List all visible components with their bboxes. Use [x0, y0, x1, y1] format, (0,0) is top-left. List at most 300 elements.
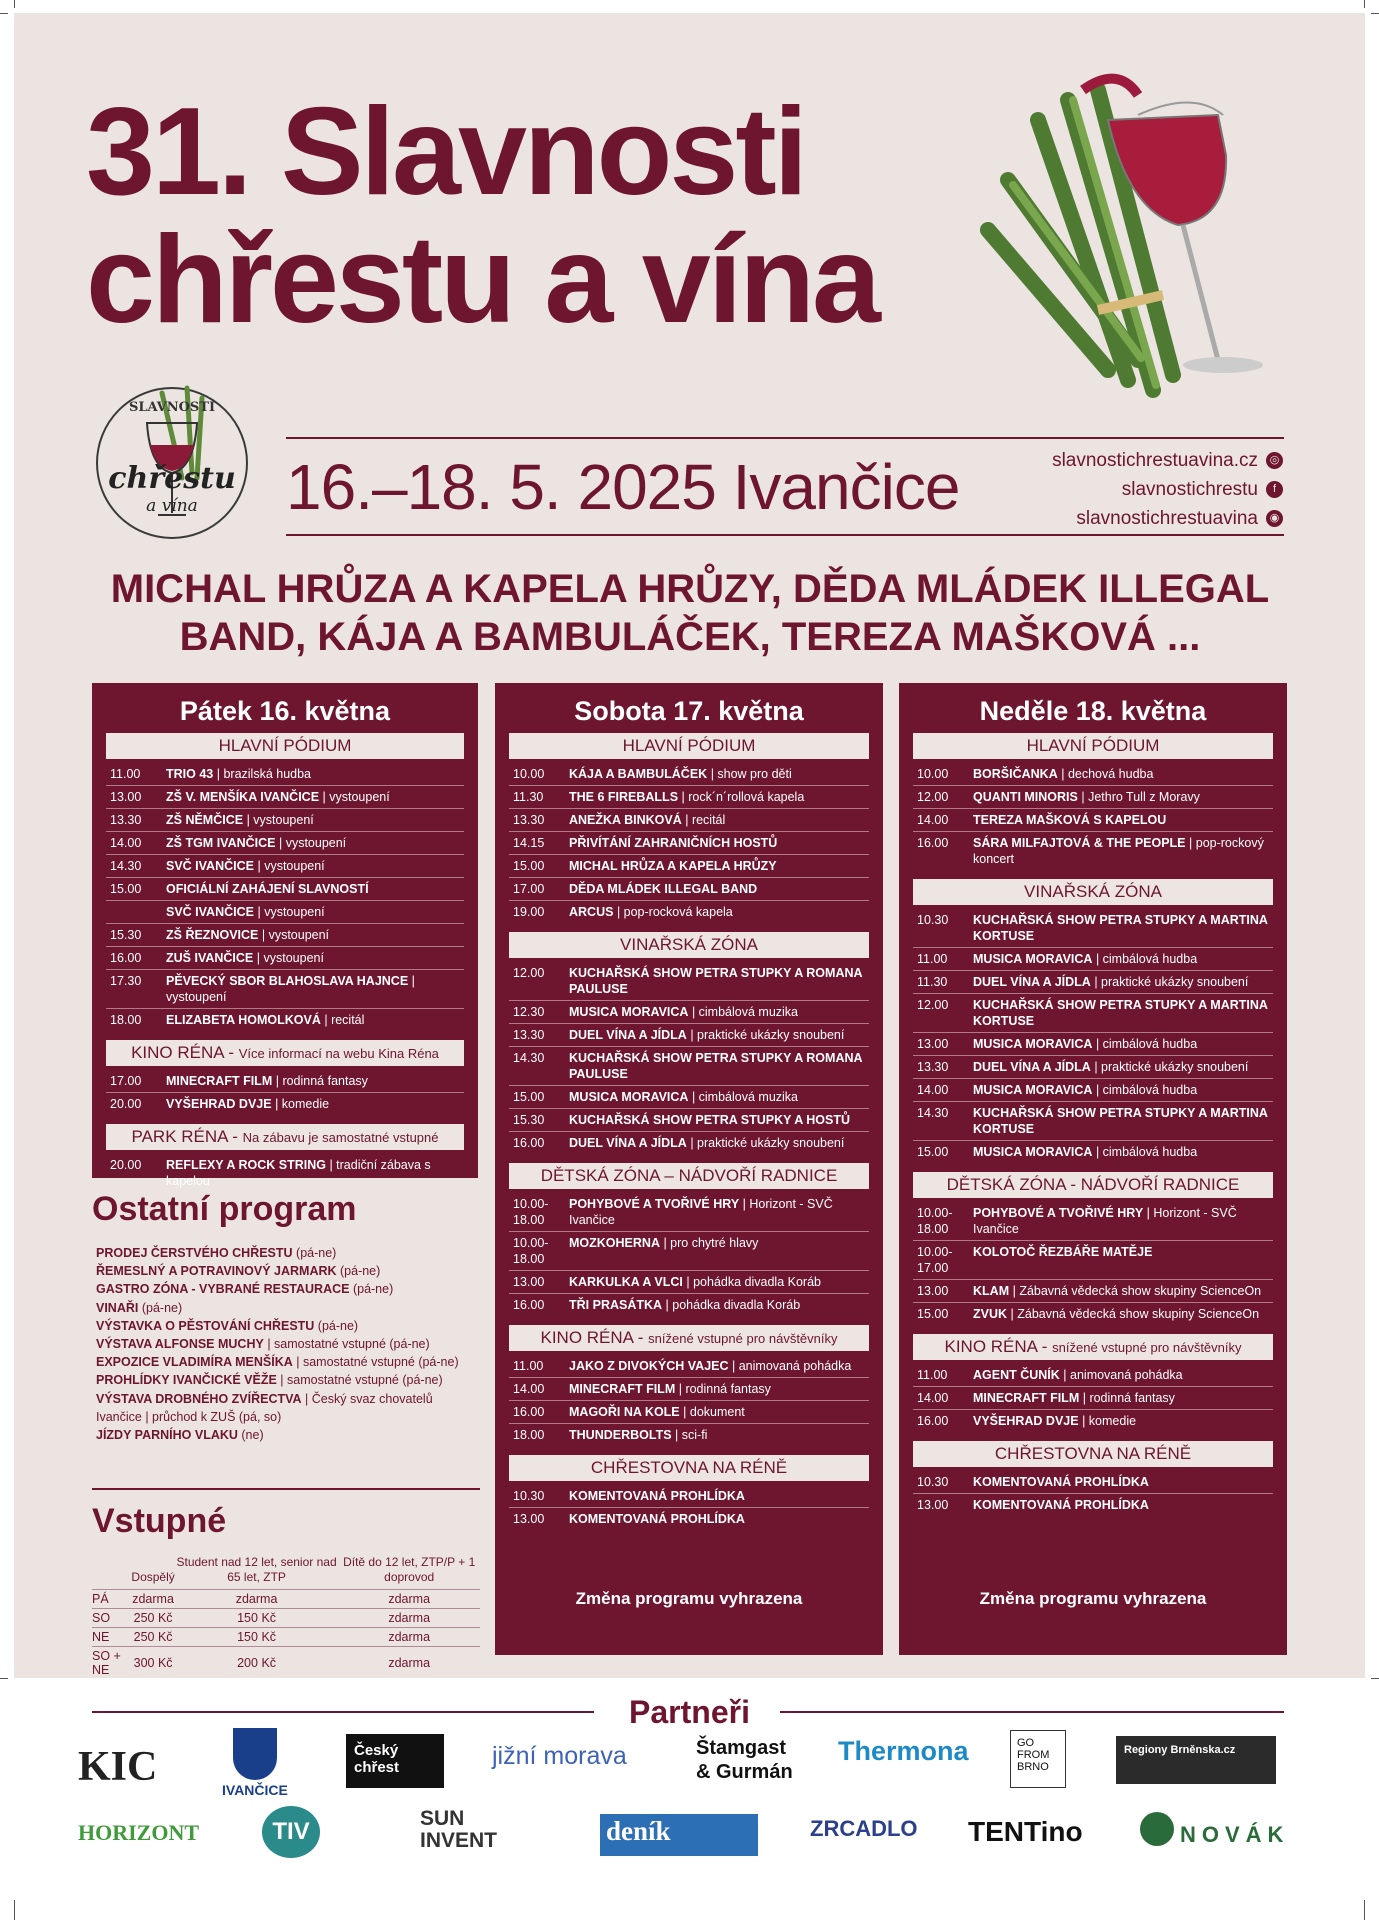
event-desc: | pop-rocková kapela — [616, 905, 733, 919]
event-title: KUCHAŘSKÁ SHOW PETRA STUPKY A MARTINA KORTUSE — [973, 913, 1268, 943]
schedule-row — [913, 1033, 1273, 1056]
event-desc: | praktické ukázky snoubení — [1094, 1060, 1249, 1074]
change-note: Změna programu vyhrazena — [979, 1589, 1207, 1608]
schedule-row — [509, 855, 869, 878]
event-desc: | dokument — [683, 1405, 745, 1419]
event-name — [973, 912, 1273, 944]
event-time: 15.00 — [513, 859, 545, 873]
schedule-row — [509, 1294, 869, 1316]
event-title: REFLEXY A ROCK STRING — [166, 1158, 326, 1172]
section-list — [913, 909, 1273, 1163]
event-title: JAKO Z DIVOKÝCH VAJEC — [569, 1359, 729, 1373]
event-name — [973, 1105, 1273, 1137]
event-desc: | praktické ukázky snoubení — [1094, 975, 1249, 989]
other-item-title: GASTRO ZÓNA - VYBRANÉ RESTAURACE — [96, 1282, 350, 1297]
schedule-row — [913, 1494, 1273, 1516]
event-name — [166, 1073, 464, 1089]
event-time: 14.30 — [110, 859, 142, 873]
tickets-table — [92, 1555, 480, 1679]
event-title: BORŠIČANKA — [973, 767, 1058, 781]
event-title: VYŠEHRAD DVJE — [973, 1414, 1079, 1428]
headliners — [40, 565, 1340, 661]
partner-logo-kic: KIC — [78, 1744, 158, 1790]
event-desc: | vystoupení — [166, 974, 415, 1004]
event-time: 13.00 — [917, 1037, 949, 1051]
web-link[interactable]: slavnostichrestuavina.cz — [1052, 450, 1258, 471]
event-time: 10.00 — [513, 767, 545, 781]
schedule-row — [509, 1271, 869, 1294]
section-list — [509, 1355, 869, 1446]
other-item — [96, 1244, 476, 1262]
other-item-title: VÝSTAVKA O PĚSTOVÁNÍ CHŘESTU — [96, 1318, 315, 1333]
event-time: 20.00 — [110, 1097, 142, 1111]
partner-logo-cesky-chrest: Český chřest — [346, 1734, 444, 1788]
event-time: 16.00 — [917, 836, 949, 850]
schedule-row — [106, 832, 464, 855]
event-name — [166, 904, 464, 920]
schedule-row — [106, 1154, 464, 1192]
event-name — [166, 812, 464, 828]
section-header — [509, 1325, 869, 1351]
schedule-row — [913, 994, 1273, 1033]
section-name: DĚTSKÁ ZÓNA – NÁDVOŘÍ RADNICE — [540, 1166, 838, 1185]
schedule-row — [509, 1109, 869, 1132]
day-column-sunday — [899, 683, 1287, 1655]
schedule-row — [913, 909, 1273, 948]
event-desc: | vystoupení — [257, 905, 325, 919]
event-name — [569, 1089, 869, 1105]
event-desc: | vystoupení — [261, 928, 330, 942]
section-list — [509, 1485, 869, 1530]
event-desc: | Horizont - SVČ Ivančice — [973, 1206, 1237, 1236]
section-name: KINO RÉNA - — [131, 1043, 239, 1062]
section-name: KINO RÉNA - — [944, 1337, 1053, 1356]
section-note: snížené vstupné pro návštěvníky — [1052, 1340, 1242, 1355]
event-title: DUEL VÍNA A JÍDLA — [973, 1060, 1091, 1074]
event-time: 13.00 — [110, 790, 142, 804]
partner-logo-regiony: Regiony Brněnska.cz — [1116, 1736, 1276, 1784]
other-item — [96, 1262, 476, 1280]
headliners-line-2: BAND, KÁJA A BAMBULÁČEK, TEREZA MAŠKOVÁ ... — [179, 615, 1201, 659]
partner-logo-stamgast: Štamgast & Gurmán — [696, 1737, 793, 1783]
partner-logo-tiv: TIV — [262, 1806, 320, 1858]
event-name — [166, 950, 464, 966]
event-title: MUSICA MORAVICA — [569, 1090, 689, 1104]
tickets-title: Vstupné — [92, 1502, 227, 1540]
tickets-row — [92, 1647, 480, 1680]
event-name — [569, 835, 869, 851]
tickets-header: Dospělý — [131, 1570, 175, 1584]
event-desc: | vystoupení — [246, 813, 314, 827]
event-name — [166, 881, 464, 897]
event-time — [106, 904, 166, 920]
section-list — [106, 1154, 464, 1192]
date-rule-bottom — [286, 534, 1284, 536]
section-list — [106, 763, 464, 1031]
event-title: ARCUS — [569, 905, 614, 919]
event-name — [973, 1413, 1273, 1429]
event-desc: | Horizont - SVČ Ivančice — [569, 1197, 833, 1227]
schedule-row — [509, 901, 869, 923]
event-desc: | Jethro Tull z Moravy — [1081, 790, 1200, 804]
other-item-title: EXPOZICE VLADIMÍRA MENŠÍKA — [96, 1355, 293, 1370]
tickets-cell: zdarma — [175, 1590, 339, 1609]
event-title: KOMENTOVANÁ PROHLÍDKA — [569, 1512, 745, 1526]
event-desc: | recitál — [685, 813, 726, 827]
event-desc: | sci-fi — [675, 1428, 708, 1442]
schedule-row — [913, 971, 1273, 994]
event-name — [569, 1381, 869, 1397]
partner-logo-jizni-morava: jižní morava — [492, 1742, 627, 1770]
schedule-row — [106, 924, 464, 947]
other-item-title: VINAŘI — [96, 1300, 139, 1315]
other-item — [96, 1280, 476, 1298]
event-time: 13.00 — [513, 1275, 545, 1289]
schedule-row — [106, 786, 464, 809]
tickets-cell: 150 Kč — [175, 1628, 339, 1647]
partner-logo-sun-invent: SUN INVENT — [420, 1807, 498, 1852]
event-name — [569, 789, 869, 805]
event-desc: | komedie — [1082, 1414, 1137, 1428]
instagram-link[interactable]: slavnostichrestuavina — [1076, 508, 1258, 529]
other-item-desc: (pá-ne) — [138, 1300, 183, 1315]
event-name — [973, 1306, 1273, 1322]
partner-logo-novak: NOVÁK — [1180, 1822, 1290, 1847]
event-title: THUNDERBOLTS — [569, 1428, 672, 1442]
event-time: 10.00- 18.00 — [513, 1236, 549, 1266]
section-list — [913, 1202, 1273, 1325]
event-title: KUCHAŘSKÁ SHOW PETRA STUPKY A MARTINA KORTUSE — [973, 998, 1268, 1028]
schedule-row — [106, 901, 464, 924]
section-name: HLAVNÍ PÓDIUM — [1026, 736, 1160, 755]
event-desc: | cimbálová hudba — [1095, 1037, 1198, 1051]
event-name — [569, 1135, 869, 1151]
event-time: 12.00 — [513, 966, 545, 980]
event-name — [973, 1082, 1273, 1098]
other-item-title: PROHLÍDKY IVANČICKÉ VĚŽE — [96, 1373, 277, 1388]
tickets-cell: zdarma — [338, 1628, 480, 1647]
tickets-cell: PÁ — [92, 1590, 131, 1609]
event-name — [166, 1012, 464, 1028]
schedule-row — [509, 809, 869, 832]
event-name — [973, 1283, 1273, 1299]
event-time: 14.30 — [513, 1051, 545, 1065]
partner-logo-zrcadlo: ZRCADLO — [810, 1816, 918, 1841]
schedule-row — [913, 1056, 1273, 1079]
event-time: 18.00 — [513, 1428, 545, 1442]
event-time: 13.00 — [513, 1512, 545, 1526]
event-name — [569, 1488, 869, 1504]
section-header — [106, 1040, 464, 1066]
section-list — [913, 1364, 1273, 1432]
event-title: TEREZA MAŠKOVÁ S KAPELOU — [973, 813, 1167, 827]
event-desc: | rodinná fantasy — [275, 1074, 368, 1088]
other-item-desc: (pá-ne) — [292, 1246, 337, 1260]
section-header — [106, 1124, 464, 1150]
tickets-cell: SO + NE — [92, 1647, 131, 1680]
event-title: PŘIVÍTÁNÍ ZAHRANIČNÍCH HOSTŮ — [569, 836, 778, 850]
event-name — [973, 835, 1273, 867]
event-title: KUCHAŘSKÁ SHOW PETRA STUPKY A HOSTŮ — [569, 1113, 851, 1127]
event-time: 16.00 — [917, 1414, 949, 1428]
logo-mid-text: chřestu — [108, 461, 236, 496]
partner-logo-horizont: HORIZONT — [78, 1820, 200, 1845]
event-time: 14.00 — [513, 1382, 545, 1396]
section-name: CHŘESTOVNA NA RÉNĚ — [590, 1458, 788, 1477]
tickets-header: Dítě do 12 let, ZTP/P + 1 doprovod — [343, 1555, 476, 1584]
schedule-row — [509, 1024, 869, 1047]
event-title: MUSICA MORAVICA — [973, 1145, 1093, 1159]
event-time: 16.00 — [513, 1298, 545, 1312]
event-title: KUCHAŘSKÁ SHOW PETRA STUPKY A MARTINA KORTUSE — [973, 1106, 1268, 1136]
event-time: 13.30 — [513, 813, 545, 827]
section-name: DĚTSKÁ ZÓNA - NÁDVOŘÍ RADNICE — [946, 1175, 1240, 1194]
event-desc: | dechová hudba — [1061, 767, 1154, 781]
schedule-row — [106, 1070, 464, 1093]
schedule-row — [913, 1471, 1273, 1494]
event-time: 16.00 — [110, 951, 142, 965]
schedule-row — [913, 1387, 1273, 1410]
schedule-row — [509, 1508, 869, 1530]
event-desc: | pop-rockový koncert — [973, 836, 1264, 866]
event-name — [973, 789, 1273, 805]
tickets-header-row — [92, 1555, 480, 1590]
event-name — [569, 1235, 869, 1267]
schedule-row — [106, 1093, 464, 1115]
other-item — [96, 1335, 476, 1353]
partner-logo-thermona: Thermona — [838, 1736, 969, 1766]
event-name — [569, 1196, 869, 1228]
day-title: Pátek 16. května — [179, 696, 391, 726]
event-time: 17.30 — [110, 974, 142, 988]
section-list — [509, 962, 869, 1154]
event-name — [569, 1274, 869, 1290]
event-title: ZUŠ IVANČICE — [166, 951, 254, 965]
schedule-row — [913, 1280, 1273, 1303]
section-header — [509, 932, 869, 958]
schedule-row — [106, 970, 464, 1009]
event-name — [166, 766, 464, 782]
tickets-cell: 300 Kč — [131, 1647, 174, 1680]
schedule-row — [106, 763, 464, 786]
partner-logo-ivancice: IVANČICE — [222, 1782, 288, 1798]
event-time: 10.30 — [513, 1489, 545, 1503]
event-desc: | brazilská hudba — [216, 767, 312, 781]
schedule-row — [913, 1303, 1273, 1325]
other-program-title: Ostatní program — [92, 1190, 357, 1228]
event-title: SVČ IVANČICE — [166, 859, 254, 873]
event-time: 16.00 — [513, 1405, 545, 1419]
other-item-desc: (pá-ne) — [349, 1282, 394, 1297]
event-name — [973, 1144, 1273, 1160]
facebook-link[interactable]: slavnostichrestu — [1121, 479, 1258, 500]
event-time: 11.30 — [513, 790, 544, 804]
section-header — [509, 1455, 869, 1481]
event-name — [166, 789, 464, 805]
festival-logo — [92, 383, 252, 543]
ivancice-crest-icon — [233, 1728, 277, 1780]
headliners-line-1: MICHAL HRŮZA A KAPELA HRŮZY, DĚDA MLÁDEK ILLEGAL — [110, 567, 1270, 611]
other-item — [96, 1353, 476, 1371]
event-title: MICHAL HRŮZA A KAPELA HRŮZY — [569, 859, 777, 873]
event-time: 13.00 — [917, 1284, 949, 1298]
event-desc: | animovaná pohádka — [732, 1359, 852, 1373]
section-header — [509, 1163, 869, 1189]
day-title: Neděle 18. května — [979, 696, 1207, 726]
other-item — [96, 1317, 476, 1335]
schedule-row — [509, 962, 869, 1001]
event-desc: | recitál — [324, 1013, 365, 1027]
event-title: DĚDA MLÁDEK ILLEGAL BAND — [569, 882, 758, 896]
partner-logo-tentino: TENTino — [968, 1816, 1083, 1847]
event-title: ZVUK — [973, 1307, 1008, 1321]
schedule-row — [913, 1079, 1273, 1102]
other-item-desc: | samostatné vstupné (pá-ne) — [276, 1373, 443, 1388]
other-item-title: ŘEMESLNÝ A POTRAVINOVÝ JARMARK — [96, 1264, 337, 1279]
schedule-row — [913, 832, 1273, 870]
event-title: POHYBOVÉ A TVOŘIVÉ HRY — [569, 1197, 740, 1211]
event-time: 15.00 — [110, 882, 142, 896]
event-name — [973, 766, 1273, 782]
logo-top-text: SLAVNOSTI — [128, 400, 216, 415]
schedule-row — [509, 1232, 869, 1271]
event-name — [973, 1244, 1273, 1276]
section-list — [509, 763, 869, 923]
schedule-row — [913, 763, 1273, 786]
event-desc: | vystoupení — [256, 951, 324, 965]
event-time: 10.00- 18.00 — [513, 1197, 549, 1227]
schedule-row — [509, 786, 869, 809]
event-name — [973, 974, 1273, 990]
other-rule — [92, 1488, 480, 1490]
other-item-title: JÍZDY PARNÍHO VLAKU — [96, 1428, 238, 1443]
tickets-cell: NE — [92, 1628, 131, 1647]
tickets-header: Student nad 12 let, senior nad 65 let, ZTP — [176, 1555, 337, 1584]
event-title: MINECRAFT FILM — [569, 1382, 676, 1396]
change-note: Změna programu vyhrazena — [575, 1589, 803, 1608]
event-title: ELIZABETA HOMOLKOVÁ — [166, 1013, 321, 1027]
event-title: ZŠ ŘEZNOVICE — [166, 928, 259, 942]
event-title: POHYBOVÉ A TVOŘIVÉ HRY — [973, 1206, 1144, 1220]
tree-icon — [1140, 1812, 1174, 1846]
event-title: KARKULKA A VLCI — [569, 1275, 683, 1289]
event-time: 12.30 — [513, 1005, 545, 1019]
event-name — [166, 1096, 464, 1112]
event-time: 13.00 — [917, 1498, 949, 1512]
schedule-row — [106, 809, 464, 832]
event-title: MINECRAFT FILM — [973, 1391, 1080, 1405]
other-item — [96, 1426, 476, 1444]
schedule-row — [106, 1009, 464, 1031]
event-time: 15.00 — [917, 1307, 949, 1321]
event-time: 11.00 — [917, 1368, 948, 1382]
event-desc: | cimbálová hudba — [1095, 1083, 1198, 1097]
event-time: 13.30 — [110, 813, 142, 827]
event-time: 14.00 — [110, 836, 142, 850]
event-time: 11.00 — [513, 1359, 544, 1373]
event-name — [973, 812, 1273, 828]
schedule-row — [913, 809, 1273, 832]
event-desc: | praktické ukázky snoubení — [690, 1028, 845, 1042]
event-title: MUSICA MORAVICA — [973, 1083, 1093, 1097]
event-time: 15.30 — [110, 928, 142, 942]
event-desc: | vystoupení — [322, 790, 390, 804]
tickets-cell: zdarma — [338, 1647, 480, 1680]
other-item — [96, 1371, 476, 1389]
title-line-1: 31. Slavnosti — [86, 83, 806, 221]
section-header — [913, 879, 1273, 905]
schedule-row — [509, 832, 869, 855]
schedule-row — [106, 855, 464, 878]
section-header — [106, 733, 464, 759]
event-time: 20.00 — [110, 1158, 142, 1172]
schedule-row — [509, 1485, 869, 1508]
day-column-friday — [92, 683, 478, 1188]
event-time: 17.00 — [513, 882, 545, 896]
day-column-saturday — [495, 683, 883, 1655]
event-title: ZŠ NĚMČICE — [166, 813, 244, 827]
tickets-cell: 200 Kč — [175, 1647, 339, 1680]
event-name — [569, 904, 869, 920]
event-title: KUCHAŘSKÁ SHOW PETRA STUPKY A ROMANA PAULUSE — [569, 966, 863, 996]
links-block — [1052, 446, 1283, 533]
other-item — [96, 1390, 476, 1426]
event-time: 10.00 — [917, 767, 949, 781]
event-desc: | vystoupení — [278, 836, 347, 850]
event-title: MUSICA MORAVICA — [973, 952, 1093, 966]
event-desc: | pohádka divadla Koráb — [665, 1298, 801, 1312]
schedule-row — [913, 1102, 1273, 1141]
event-title: VYŠEHRAD DVJE — [166, 1097, 272, 1111]
event-time: 14.00 — [917, 1083, 949, 1097]
section-name: CHŘESTOVNA NA RÉNĚ — [994, 1444, 1192, 1463]
section-name: HLAVNÍ PÓDIUM — [622, 736, 756, 755]
tickets-row — [92, 1628, 480, 1647]
event-time: 14.00 — [917, 1391, 949, 1405]
section-header — [913, 1441, 1273, 1467]
section-list — [913, 763, 1273, 870]
event-date: 16.–18. 5. 2025 Ivančice — [286, 451, 960, 523]
schedule-row — [509, 763, 869, 786]
event-time: 14.30 — [917, 1106, 949, 1120]
facebook-icon: f — [1266, 481, 1283, 498]
event-name — [973, 1036, 1273, 1052]
event-time: 14.15 — [513, 836, 545, 850]
event-time: 15.00 — [917, 1145, 949, 1159]
event-name — [569, 858, 869, 874]
event-title: MAGOŘI NA KOLE — [569, 1405, 680, 1419]
event-title: KOLOTOČ ŘEZBÁŘE MATĚJE — [973, 1245, 1153, 1259]
event-time: 15.00 — [513, 1090, 545, 1104]
event-desc: | cimbálová muzika — [691, 1090, 798, 1104]
event-name — [569, 812, 869, 828]
event-desc: | rock´n´rollová kapela — [681, 790, 805, 804]
event-title: KOMENTOVANÁ PROHLÍDKA — [569, 1489, 745, 1503]
section-note: Na zábavu je samostatné vstupné — [242, 1130, 439, 1145]
event-title: MUSICA MORAVICA — [973, 1037, 1093, 1051]
event-name — [569, 1511, 869, 1527]
event-desc: | animovaná pohádka — [1063, 1368, 1183, 1382]
event-name — [973, 1497, 1273, 1513]
other-item-desc: | samostatné vstupné (pá-ne) — [263, 1337, 430, 1352]
event-name — [166, 1157, 464, 1189]
event-time: 17.00 — [110, 1074, 142, 1088]
event-time: 12.00 — [917, 790, 949, 804]
event-name — [569, 1297, 869, 1313]
event-desc: | cimbálová hudba — [1095, 952, 1198, 966]
event-desc: | praktické ukázky snoubení — [690, 1136, 845, 1150]
event-title: DUEL VÍNA A JÍDLA — [569, 1136, 687, 1150]
